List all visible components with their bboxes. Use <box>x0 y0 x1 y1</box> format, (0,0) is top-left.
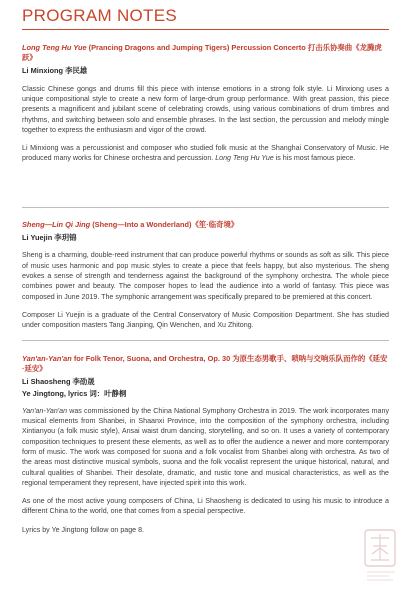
lyricist-name: Ye Jingtong, lyrics 词：叶静桐 <box>22 388 127 398</box>
piece-title <box>22 220 389 230</box>
piece-title-italic: Yan'an-Yan'an <box>22 354 72 363</box>
paragraph: Sheng is a charming, double-reed instrument that can produce powerful rhythms or sounds as soft as silk. This piece of music uses harmonic and pop music styles to create a piece that feels happy, but also mysterious. The sheng evokes a sense of strength and tenderness against the background of the symphony orchestra. The whole piece combines power and beauty. The composer hopes to lead the audience into a world of fantasy. This piece was composed in June 2019. The symphonic arrangement was specifically prepared to be premiered at this concert. <box>22 251 389 301</box>
paragraph-part: Li Minxiong was a percussionist and composer who studied folk music at the Shanghai Conservatory of Music. He produced many works for Chinese orchestra and percussion. Long Teng Hu Yue is his most famous piece. <box>22 144 389 163</box>
program-notes-page <box>22 0 389 534</box>
section-divider <box>22 340 389 341</box>
piece-section-1 <box>22 43 389 164</box>
piece-title-italic: Long Teng Hu Yue <box>22 43 87 52</box>
paragraph: As one of the most active young composers of China, Li Shaosheng is dedicated to using his music to introduce a different China to the world, one that comes from a special perspective. <box>22 497 389 516</box>
section-divider <box>22 207 389 208</box>
paragraph-note: Lyrics by Ye Jingtong follow on page 8. <box>22 525 144 534</box>
seal-watermark-icon <box>361 528 401 584</box>
piece-section-2 <box>22 220 389 330</box>
piece-title-italic: Sheng—Lin Qi Jing <box>22 220 91 229</box>
page-title: PROGRAM NOTES <box>22 6 178 25</box>
composer-name: Li Yuejin 李玥锦 <box>22 233 77 243</box>
piece-title-rest: (Sheng—Into a Wonderland)《笙·临奇境》 <box>90 220 239 229</box>
paragraph: Composer Li Yuejin is a graduate of the Central Conservatory of Music Composition Department. She has studied under composition masters Tang Jianping, Qin Wenchen, and Xu Zhitong. <box>22 310 389 330</box>
paragraph <box>22 143 389 164</box>
piece-title <box>22 354 389 374</box>
title-rule <box>22 29 389 30</box>
piece-title-rest: (Prancing Dragons and Jumping Tigers) Percussion Concerto 打击乐协奏曲《龙腾虎跃》 <box>22 43 382 63</box>
composer-name: Li Shaosheng 李劭晟 <box>22 377 95 387</box>
composer-name: Li Minxiong 李民雄 <box>22 66 88 76</box>
piece-section-3 <box>22 354 389 535</box>
piece-title <box>22 43 389 63</box>
piece-title-rest: for Folk Tenor, Suona, and Orchestra, Op. 30 为原生态男歌手、唢呐与交响乐队而作的《延安·延安》 <box>22 354 388 374</box>
paragraph: Classic Chinese gongs and drums fill this piece with intense emotions in a strong folk style. Li Minxiong uses a unique compositional style to create a new form of large-drum group performance. With great passion, this piece presents a magnificent and jubilant scene of celebrating crowds, using various combinations of drum timbres and rhythms, and switching between solo and ensemble phrases. In the last section, the percussion and melody mingle together to express the enthusiasm and vigor of the crowd. <box>22 84 389 134</box>
paragraph: Yan'an-Yan'an was commissioned by the China National Symphony Orchestra in 2019. The work incorporates many musical elements from Shanbei, in Shaanxi Province, into the composition of the symphony orchestra, including Xintianyou (a folk music style), Ansai waist drum dancing, storytelling, and so on. It uses a variety of contemporary composition techniques to present these elements, as well as to offer the audience a newer and more contemporary form of music. The work was composed for suona and a folk vocalist from Shanbei along with orchestra. As two of the areas most distinctive musical symbols, suona and the folk vocalist represent the unique historical, natural, and cultural qualities of Shanbei. Their desolate, dramatic, and rustic tone and musical characteristics, as well as the regional temperament they represent, have injected spirit into this work. <box>22 406 389 487</box>
